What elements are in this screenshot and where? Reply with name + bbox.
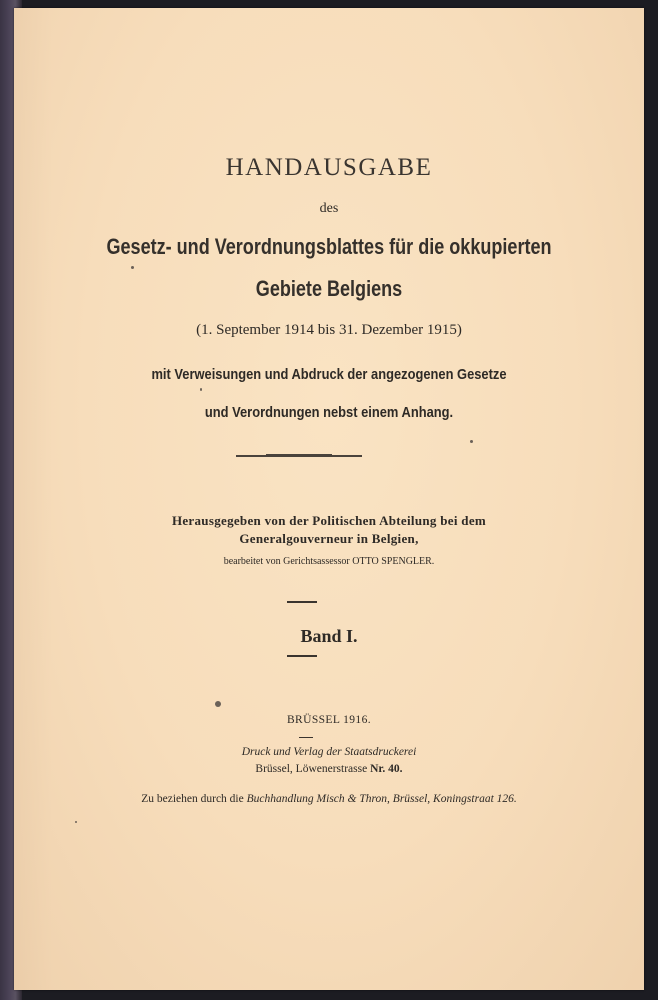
title-page bbox=[14, 8, 644, 990]
document-title: HANDAUSGABE bbox=[225, 154, 433, 181]
paper-speck bbox=[470, 440, 473, 443]
printer-line: Druck und Verlag der Staatsdruckerei bbox=[241, 746, 417, 758]
subtitle-line-2: Gebiete Belgiens bbox=[255, 276, 403, 301]
paper-speck bbox=[200, 388, 202, 391]
supply-line bbox=[14, 793, 644, 805]
volume-rule-bottom bbox=[287, 655, 317, 657]
date-range: (1. September 1914 bis 31. Dezember 1915) bbox=[196, 322, 462, 338]
address-number: Nr. 40. bbox=[370, 763, 403, 775]
paper-speck bbox=[131, 266, 134, 269]
editor-line: bearbeitet von Gerichtsassessor OTTO SPENGLER. bbox=[223, 556, 435, 567]
subtitle-line-1: Gesetz- und Verordnungsblattes für die okkupierten bbox=[106, 234, 552, 259]
city-year: BRÜSSEL 1916. bbox=[286, 714, 371, 726]
address-prefix: Brüssel, Löwenerstrasse bbox=[255, 763, 368, 775]
address-line bbox=[14, 763, 644, 775]
supply-prefix: Zu beziehen durch die bbox=[141, 793, 244, 805]
ornamental-divider bbox=[236, 455, 362, 457]
imprint-divider bbox=[299, 737, 313, 738]
publisher-line-2: Generalgouverneur in Belgien, bbox=[239, 531, 419, 546]
paper-speck bbox=[75, 821, 77, 823]
paper-speck bbox=[215, 701, 221, 707]
references-line-1: mit Verweisungen und Abdruck der angezogenen Gesetze bbox=[151, 366, 507, 383]
volume-rule-top bbox=[287, 601, 317, 603]
title-connector: des bbox=[319, 201, 339, 216]
volume-label: Band I. bbox=[300, 626, 358, 646]
supply-bookshop: Buchhandlung Misch & Thron, Brüssel, Koningstraat 126. bbox=[246, 793, 517, 805]
references-line-2: und Verordnungen nebst einem Anhang. bbox=[204, 404, 454, 421]
publisher-line-1: Herausgegeben von der Politischen Abteilung bei dem bbox=[171, 513, 487, 528]
